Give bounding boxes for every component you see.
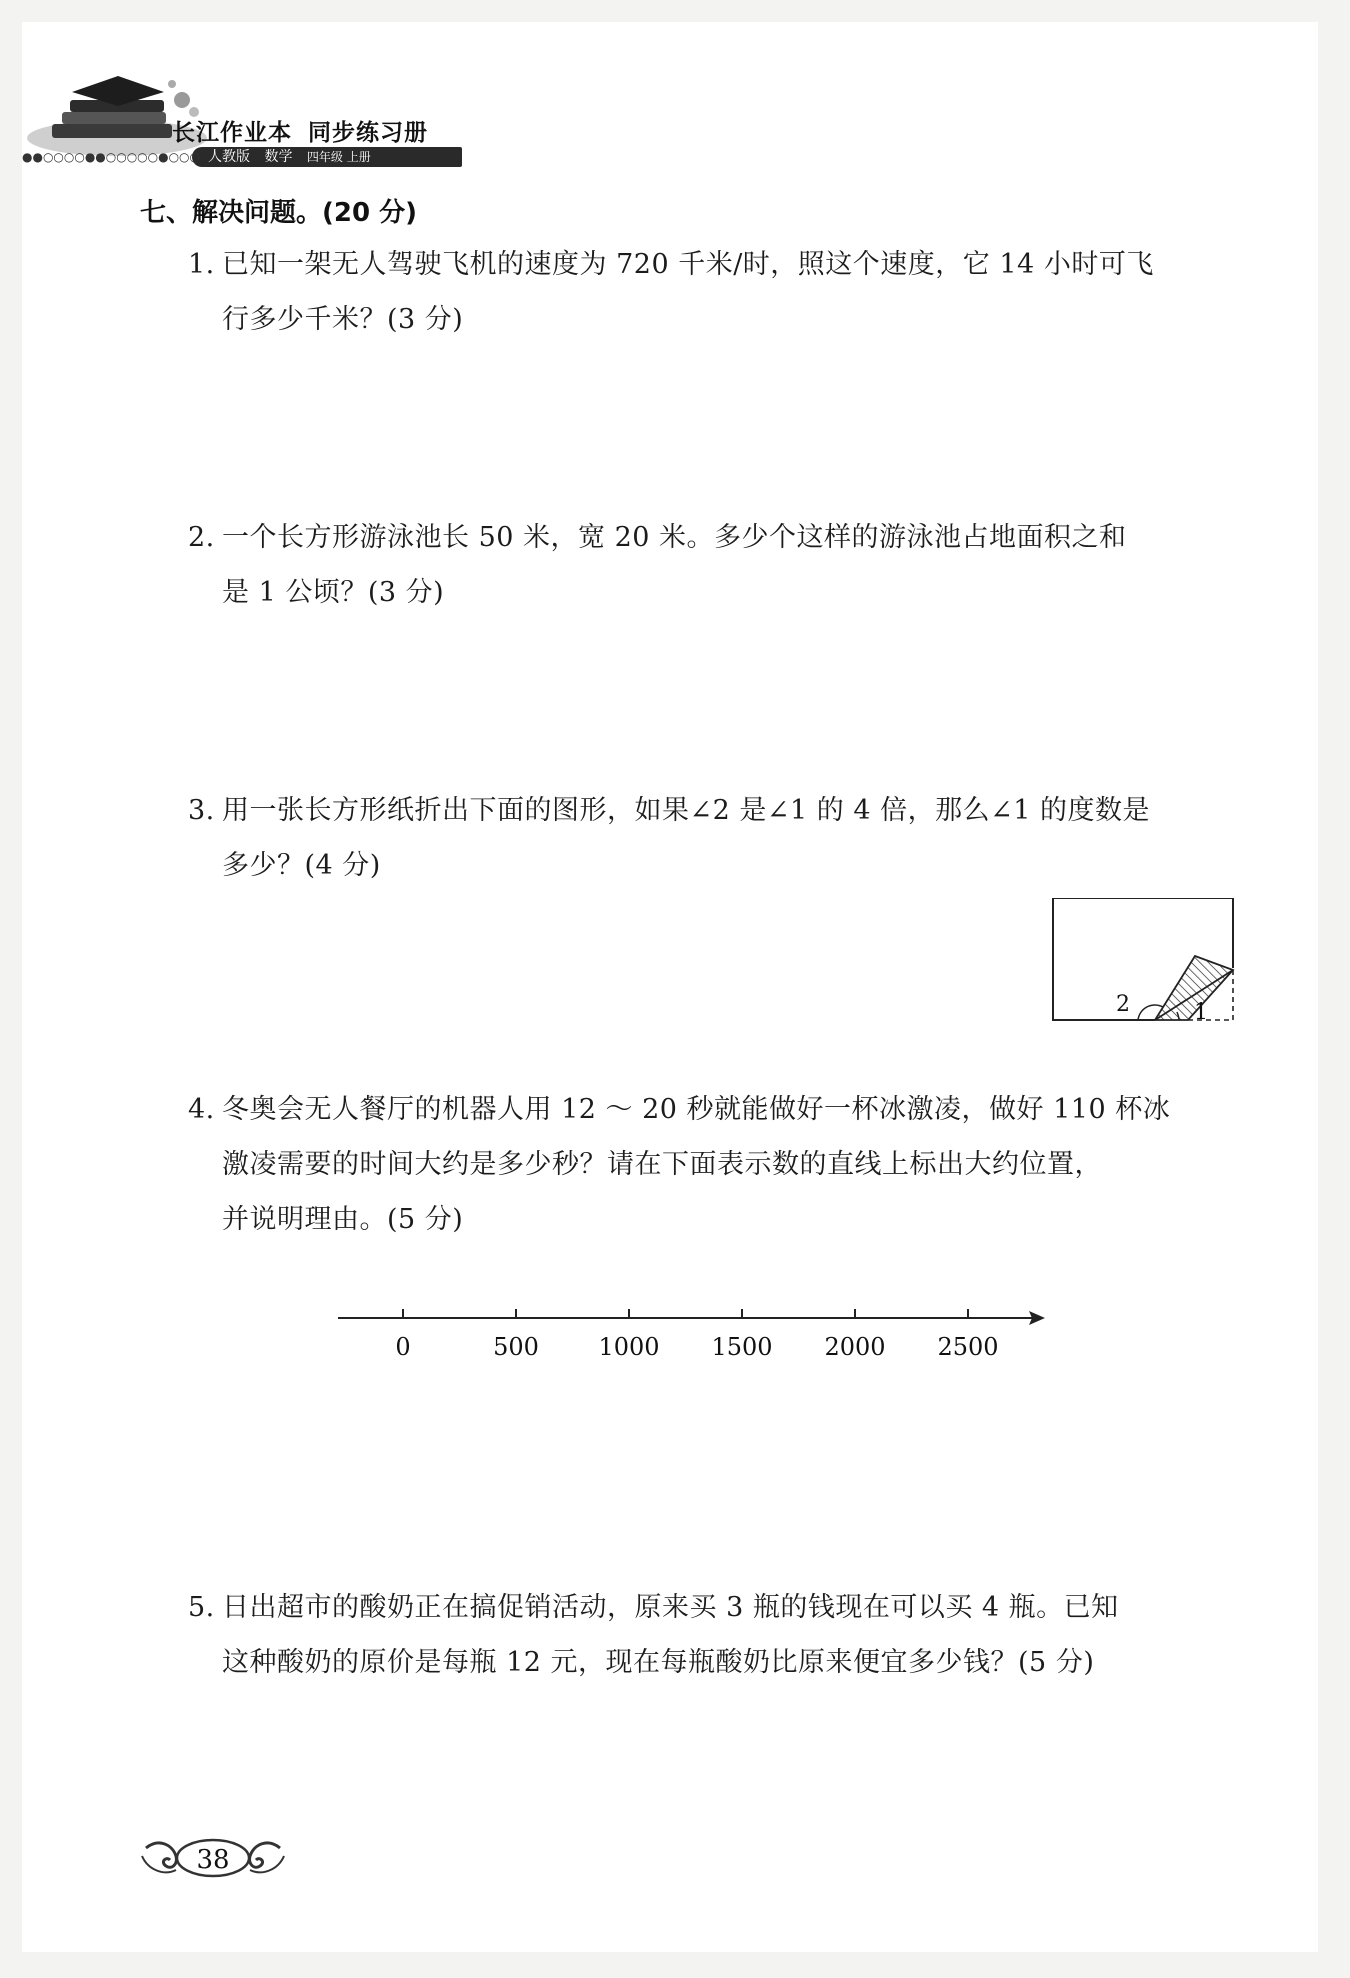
angle-1-label: 1 (1194, 1000, 1208, 1025)
brand-name: 长江作业本 (172, 120, 292, 146)
question-line (188, 783, 1238, 838)
question-text: 是 1 公顷？(3 分) (222, 577, 445, 608)
page-number: 38 (196, 1845, 230, 1875)
question-number: 5. (188, 1592, 215, 1623)
question-number: 3. (188, 795, 215, 826)
question-line (188, 1082, 1238, 1137)
question-5 (188, 1580, 1238, 1690)
left-scroll-ornament (146, 1843, 176, 1867)
question-1 (188, 237, 1238, 347)
number-line[interactable] (333, 1298, 1063, 1368)
number-line-tick-label: 1000 (598, 1333, 660, 1361)
question-text: 并说明理由。(5 分) (222, 1204, 464, 1235)
question-text: 日出超市的酸奶正在搞促销活动，原来买 3 瓶的钱现在可以买 4 瓶。已知 (222, 1592, 1119, 1623)
question-text: 用一张长方形纸折出下面的图形，如果∠2 是∠1 的 4 倍，那么∠1 的度数是 (222, 795, 1150, 826)
question-text: 行多少千米？(3 分) (222, 304, 464, 335)
series-name: 同步练习册 (308, 120, 428, 146)
number-line-tick-label: 2500 (937, 1333, 999, 1361)
number-line-tick-label: 2000 (824, 1333, 886, 1361)
question-text: 这种酸奶的原价是每瓶 12 元，现在每瓶酸奶比原来便宜多少钱？(5 分) (222, 1647, 1095, 1678)
question-text: 一个长方形游泳池长 50 米，宽 20 米。多少个这样的游泳池占地面积之和 (222, 522, 1127, 553)
section-title: 七、解决问题。(20 分) (140, 198, 417, 228)
question-line (188, 510, 1238, 565)
question-text: 冬奥会无人餐厅的机器人用 12 ～ 20 秒就能做好一杯冰激凌，做好 110 杯冰 (222, 1094, 1171, 1125)
grade-label: 四年级 上册 (306, 150, 371, 164)
angle-2-label: 2 (1116, 992, 1130, 1017)
page-number-badge (138, 1830, 288, 1886)
question-2 (188, 510, 1238, 620)
number-line-tick-label: 0 (395, 1333, 411, 1361)
number-line-tick-label: 1500 (711, 1333, 773, 1361)
publisher-label: 人教版 (208, 149, 250, 165)
question-line (188, 1580, 1238, 1635)
number-line-ticks (395, 1309, 998, 1361)
number-line-tick-label: 500 (493, 1333, 539, 1361)
book-title (172, 114, 428, 147)
question-number: 2. (188, 522, 215, 553)
dotted-ornament: ●●○○○○●●○○○○○●○○○ (22, 150, 201, 164)
right-scroll-ornament (250, 1843, 280, 1867)
folded-paper-figure (1050, 898, 1240, 1028)
question-number: 4. (188, 1094, 215, 1125)
question-3 (188, 783, 1238, 893)
question-line (188, 237, 1238, 292)
question-text: 已知一架无人驾驶飞机的速度为 720 千米/时，照这个速度，它 14 小时可飞 (222, 249, 1154, 280)
subject-label: 数学 (264, 149, 293, 165)
book-header (22, 70, 452, 170)
question-4 (188, 1082, 1238, 1247)
question-text: 激凌需要的时间大约是多少秒？请在下面表示数的直线上标出大约位置， (222, 1149, 1102, 1180)
edition-banner (192, 147, 462, 167)
question-number: 1. (188, 249, 215, 280)
question-text: 多少？(4 分) (222, 850, 381, 881)
